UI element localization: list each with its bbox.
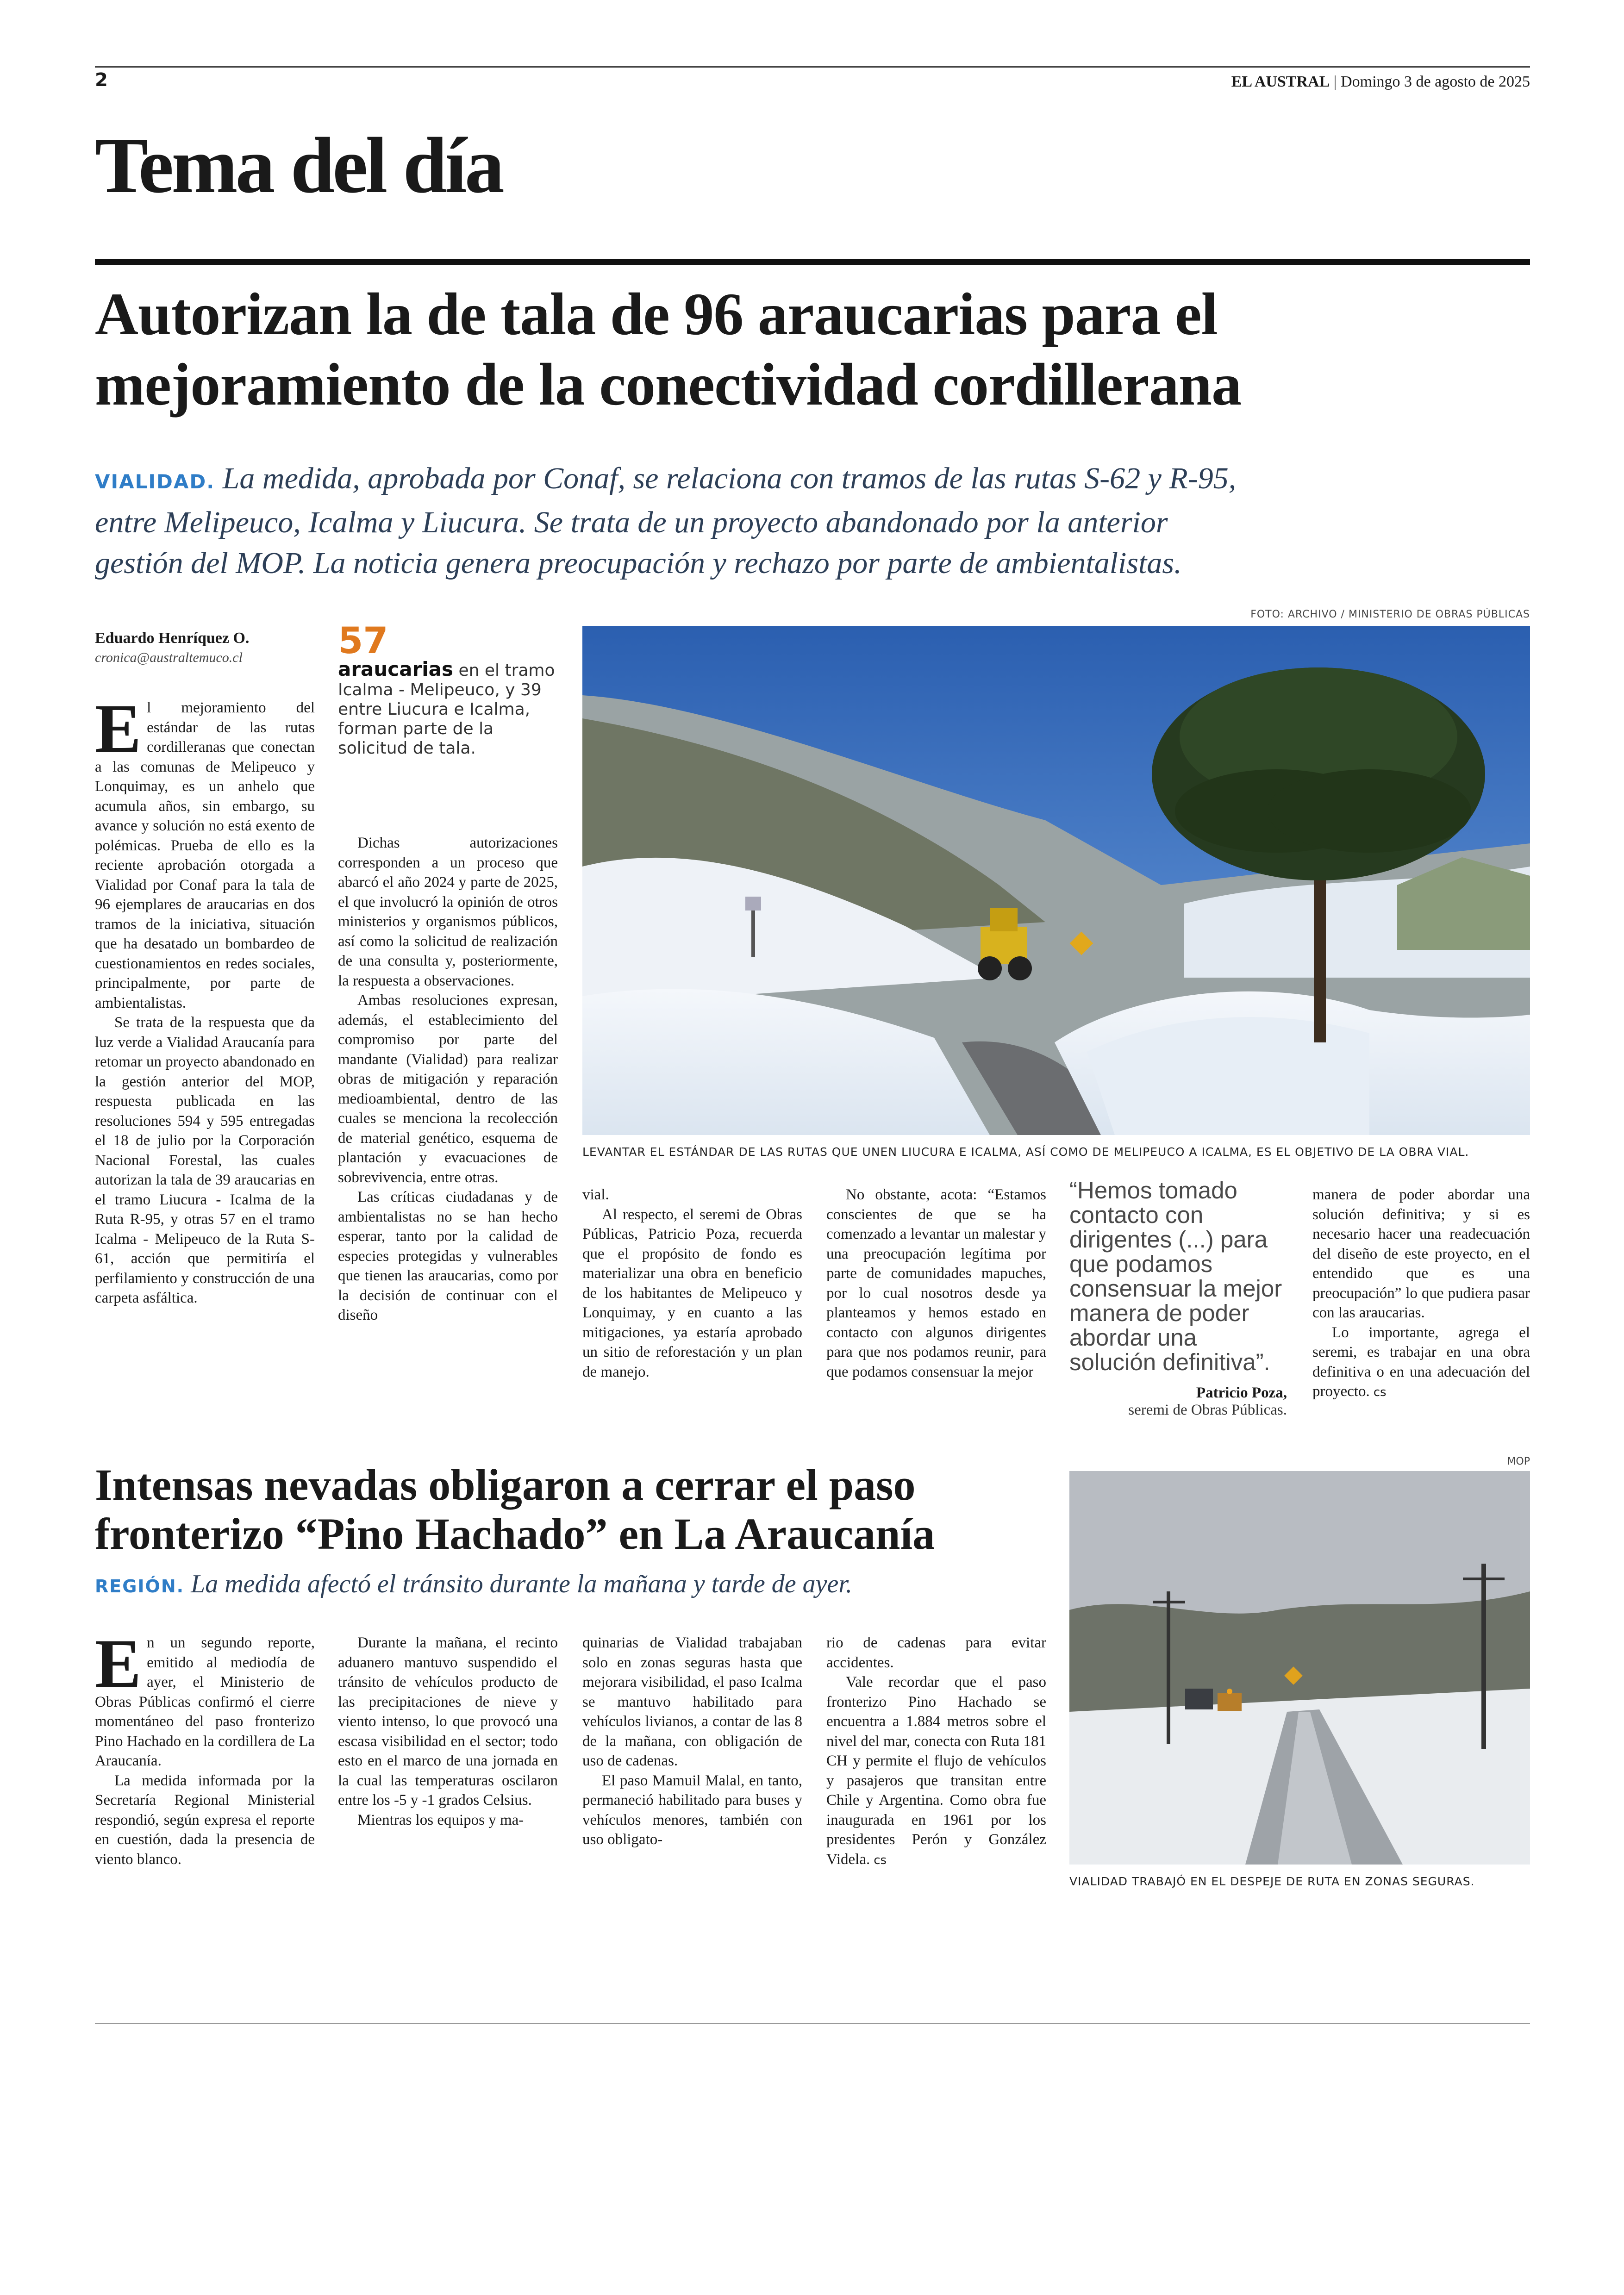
article1-col1-p1 (95, 690, 315, 1013)
article2-headline (95, 1460, 935, 1559)
article2-col1-p2: La medida informada por la Secretaría Regional Ministerial respondió, según expresa el reporte en cuestión, dada la presencia de viento blanco. (95, 1772, 315, 1868)
article1-col6 (1312, 1185, 1530, 1403)
photo-credit: FOTO: ARCHIVO / MINISTERIO DE OBRAS PÚBLICAS (1250, 609, 1530, 620)
top-rule (95, 66, 1530, 68)
article1-headline-line1: Autorizan la de tala de 96 araucarias para el (95, 281, 1218, 348)
article2-col4-p1: rio de cadenas para evitar accidentes. (826, 1634, 1046, 1671)
article1-col4 (826, 1185, 1046, 1382)
article1-col1-p2: Se trata de la respuesta que da luz verde a Vialidad Araucanía para retomar un proyecto abandonado en la gestión anterior del MOP, respuesta publicada en las resoluciones 594 y 595 entregadas el 18 de julio por la Corporación Nacional Forestal, las cuales autorizan la tala de 39 araucarias en el tramo Liucura - Icalma de la Ruta R-95, y otras 57 en el tramo Icalma - Melipeuco de la Ruta S-61, acción que permitiría el perfilamiento y construcción de una carpeta asfáltica. (95, 1014, 315, 1306)
article1-col6-p2 (1312, 1323, 1530, 1403)
article1-headline (95, 279, 1241, 420)
pull-quote (1069, 1178, 1287, 1419)
end-mark-icon: cs (1373, 1385, 1387, 1399)
snowy-border-road-photo (1069, 1471, 1530, 1865)
article2-col2-p1: Durante la mañana, el recinto aduanero mantuvo suspendido el tránsito de vehículos producto de las precipitaciones de nieve y viento intenso, lo que provocó una escasa visibilidad en el sector; todo esto en el marco de una jornada en la cual las temperaturas oscilaron entre los -5 y -1 grados Celsius. (338, 1634, 558, 1809)
article1-col2-p2: Ambas resoluciones expresan, además, el establecimiento del compromiso por parte del mandante (Vialidad) para realizar obras de mitigación y reparación medioambiental, dentro de las cuales se menciona la recolección de material genético, esquema de plantación y evacuaciones de sobrevivencia, entre otras. (338, 992, 558, 1186)
stat-description: en el tramo Icalma - Melipeuco, y 39 entre Liucura e Icalma, forman parte de la solicitud de tala. (338, 661, 555, 758)
photo2-caption: VIALIDAD TRABAJÓ EN EL DESPEJE DE RUTA EN ZONAS SEGURAS. (1069, 1875, 1475, 1888)
article2-end-mark-icon: cs (874, 1853, 887, 1867)
article2-col3-p1: quinarias de Vialidad trabajaban solo en zonas seguras hasta que mejorara visibilidad, el paso Icalma se mantuvo habilitado para vehículos livianos, a contar de las 8 de la mañana, con obligación de uso de cadenas. (582, 1634, 802, 1769)
masthead (1231, 73, 1530, 91)
section-title: Tema del día (95, 122, 502, 210)
article2-col2-p2: Mientras los equipos y ma- (357, 1811, 524, 1828)
article1-lead-line3: gestión del MOP. La noticia genera preocupación y rechazo por parte de ambientalistas. (95, 546, 1182, 580)
article2-drop-cap: E (95, 1625, 142, 1702)
snowy-road-illustration (1069, 1471, 1530, 1865)
article1-col6-p1: manera de poder abordar una solución definitiva; y si es necesario hacer una readecuación del diseño de este proyecto, en el entendido que es una preocupación” lo que pudiera pasar con las araucarias. (1312, 1186, 1530, 1321)
photo2-credit: MOP (1507, 1456, 1530, 1467)
article2-headline-line2: fronterizo “Pino Hachado” en La Araucanía (95, 1509, 935, 1559)
article1-lead-line1: La medida, aprobada por Conaf, se relaciona con tramos de las rutas S-62 y R-95, (222, 461, 1237, 495)
issue-date: Domingo 3 de agosto de 2025 (1341, 73, 1530, 90)
stat-number: 57 (338, 620, 388, 662)
article1-col4-p1: No obstante, acota: “Estamos conscientes de que se ha comenzado a levantar un malestar y una preocupación legítima por parte de comunidades mapuches, por lo cual nosotros desde ya planteamos y hemos estado en contacto con algunos dirigentes para que nos podamos reunir, para que podamos consensuar la mejor (826, 1186, 1046, 1380)
article2-lead (95, 1569, 852, 1599)
article1-col3-p0: vial. (582, 1186, 609, 1203)
article1-col2 (338, 833, 558, 1325)
article2-col2 (338, 1633, 558, 1830)
article2-col1-p1-text: n un segundo reporte, emitido al mediodía de ayer, el Ministerio de Obras Públicas confirmó el cierre momentáneo del paso fronterizo Pino Hachado en la cordillera de La Araucanía. (95, 1634, 315, 1769)
article1-col2-p3: Las críticas ciudadanas y de ambientalistas no se han hecho esperar, tanto por la calidad de especies protegidas y vulnerables que tienen las araucarias, como por la decisión de continuar con el diseño (338, 1189, 558, 1323)
article1-col6-p2-text: Lo importante, agrega el seremi, es trabajar en una obra definitiva o en una adecuación del proyecto. (1312, 1324, 1530, 1400)
stat-bold: araucarias (338, 658, 453, 680)
article2-lead-text: La medida afectó el tránsito durante la mañana y tarde de ayer. (191, 1570, 852, 1598)
article2-col4-p2 (826, 1672, 1046, 1870)
article2-col3-p2: El paso Mamuil Malal, en tanto, permaneció habilitado para buses y vehículos menores, también con uso obligato- (582, 1772, 802, 1848)
paper-name: EL AUSTRAL (1231, 73, 1330, 90)
bottom-rule (95, 2023, 1530, 2024)
article2-kicker: REGIÓN. (95, 1576, 185, 1597)
author-name: Eduardo Henríquez O. (95, 630, 250, 647)
stat-box (338, 620, 560, 758)
snow-road-illustration (582, 626, 1530, 1135)
article2-col4 (826, 1633, 1046, 1870)
article1-col2-p1: Dichas autorizaciones corresponden a un proceso que abarcó el año 2024 y parte de 2025, el que involucró la opinión de otros ministerios y organismos públicos, así como la solicitud de realización de una consulta y, posteriormente, la respuesta a observaciones. (338, 835, 558, 989)
stat-text (338, 660, 560, 758)
article2-col1-p1 (95, 1625, 315, 1771)
pull-quote-name: Patricio Poza, (1196, 1384, 1287, 1401)
article2-col4-p2-text: Vale recordar que el paso fronterizo Pino Hachado se encuentra a 1.884 metros sobre el nivel del mar, conecta con Ruta 181 CH y permite el flujo de vehículos y pasajeros que transitan entre Chile y Argentina. Como obra fue inaugurada en 1961 por los presidentes Perón y González Videla. (826, 1674, 1046, 1868)
author-email[interactable]: cronica@australtemuco.cl (95, 650, 243, 665)
article1-kicker: VIALIDAD. (95, 470, 215, 493)
article1-headline-line2: mejoramiento de la conectividad cordillerana (95, 351, 1242, 418)
article1-col1 (95, 690, 315, 1308)
article2-col3 (582, 1633, 802, 1850)
drop-cap: E (95, 690, 142, 767)
pull-quote-role: seremi de Obras Públicas. (1128, 1402, 1287, 1418)
article1-lead-line2: entre Melipeuco, Icalma y Liucura. Se trata de un proyecto abandonado por la anterior (95, 505, 1168, 539)
pull-quote-text: “Hemos tomado contacto con dirigentes (...) para que podamos consensuar la mejor manera de poder abordar una solución definitiva”. (1069, 1177, 1282, 1375)
page-number: 2 (95, 69, 108, 91)
byline (95, 630, 317, 666)
article1-col3 (582, 1185, 802, 1382)
article2-headline-line1: Intensas nevadas obligaron a cerrar el paso (95, 1460, 916, 1509)
snow-road-photo (582, 626, 1530, 1135)
article1-lead (95, 458, 1236, 584)
article2-col1 (95, 1625, 315, 1869)
article1-col1-p1-text: l mejoramiento del estándar de las rutas cordilleranas que conectan a las comunas de Melipeuco y Lonquimay, es un anhelo que acumula años, sin embargo, su avance y solución no está exento de polémicas. Prueba de ello es la reciente aprobación otorgada a Vialidad por Conaf para la tala de 96 ejemplares de araucarias en dos tramos de la iniciativa, situación que ha desatado un bombardeo de cuestionamientos en redes sociales, principalmente, por parte de ambientalistas. (95, 699, 315, 1011)
photo-caption: LEVANTAR EL ESTÁNDAR DE LAS RUTAS QUE UNEN LIUCURA E ICALMA, ASÍ COMO DE MELIPEUCO A ICALMA, ES EL OBJETIVO DE LA OBRA VIAL. (582, 1145, 1469, 1159)
article1-col3-p1: Al respecto, el seremi de Obras Públicas, Patricio Poza, recuerda que el propósito de fondo es materializar una obra en beneficio de los habitantes de Melipeuco y Lonquimay, y en cuanto a las mitigaciones, ya estaría aprobado un sitio de reforestación y un plan de manejo. (582, 1206, 802, 1380)
section-rule (95, 259, 1530, 265)
separator: | (1333, 73, 1337, 90)
